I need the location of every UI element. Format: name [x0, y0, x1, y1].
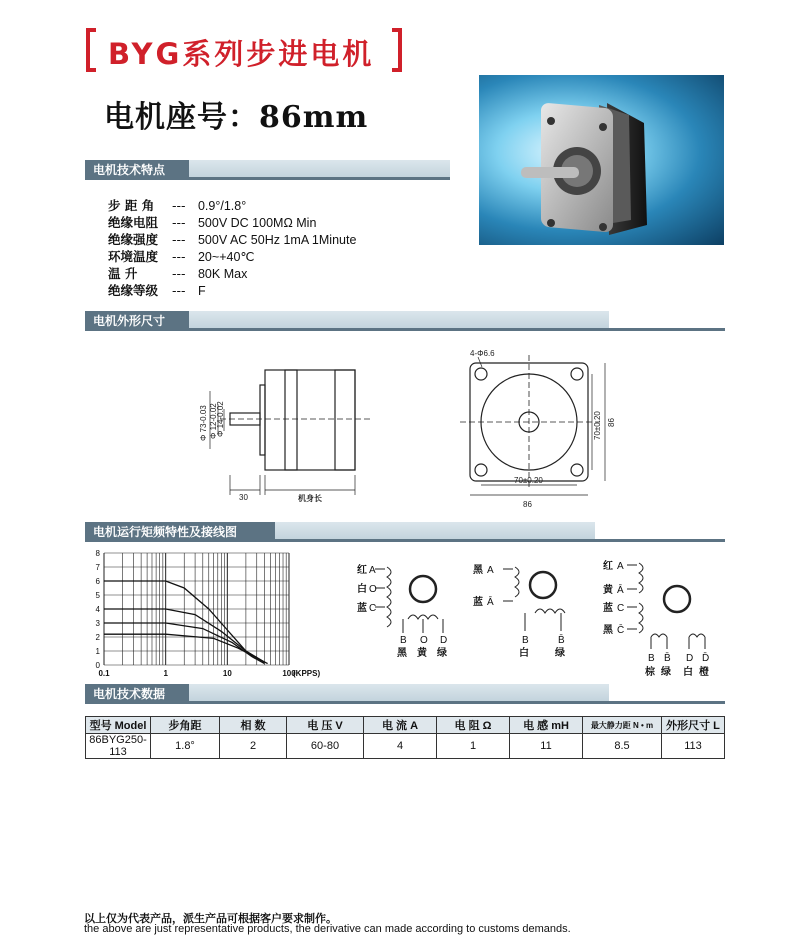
- motor-photo: [479, 75, 724, 245]
- svg-text:绿: 绿: [661, 667, 671, 678]
- svg-text:白: 白: [357, 584, 367, 595]
- feature-row: 温 升 --- 80K Max: [108, 266, 248, 281]
- right-bracket: [392, 28, 402, 72]
- svg-text:Ā: Ā: [487, 597, 494, 608]
- table-header-cell: 电 阻 Ω: [437, 717, 510, 734]
- svg-text:蓝: 蓝: [473, 597, 483, 608]
- svg-text:B: B: [648, 653, 655, 664]
- dim-hole-spacing-h: 70±0.20: [514, 476, 543, 485]
- table-header-cell: 电 流 A: [364, 717, 437, 734]
- table-row: [86, 734, 725, 759]
- svg-text:C̄: C̄: [617, 625, 625, 636]
- svg-text:B̄: B̄: [664, 653, 671, 664]
- y-tick-label: 4: [95, 605, 100, 614]
- dim-shaft-length: 30: [239, 493, 248, 502]
- section-bar-features: [85, 160, 450, 180]
- feature-row: 绝缘电阻 --- 500V DC 100MΩ Min: [108, 215, 317, 230]
- y-tick-label: 5: [95, 591, 100, 600]
- table-cell: 4: [364, 734, 437, 759]
- y-tick-label: 0: [95, 661, 100, 670]
- table-cell: 8.5: [583, 734, 662, 759]
- svg-text:黑: 黑: [473, 565, 483, 576]
- svg-text:D: D: [686, 653, 694, 664]
- feature-row: 环境温度 --- 20~+40℃: [108, 249, 255, 264]
- dim-body-length: 机身长: [298, 494, 322, 503]
- dim-shaft-dia: Φ 73-0.03: [199, 405, 208, 441]
- dim-hole-spacing-v: 70±0.20: [593, 411, 602, 440]
- table-cell: 1.8°: [151, 734, 220, 759]
- svg-text:橙: 橙: [699, 667, 709, 678]
- svg-text:D̄: D̄: [702, 653, 710, 664]
- svg-text:黑: 黑: [397, 648, 407, 659]
- dim-d2: Φ 12-0.02: [209, 403, 218, 439]
- x-tick-label: 0.1: [98, 669, 110, 678]
- table-header-row: [86, 717, 725, 734]
- section-title: 电机技术数据: [85, 684, 189, 704]
- dim-height: 86: [607, 418, 616, 427]
- section-title: 电机外形尺寸: [85, 311, 189, 331]
- svg-text:B: B: [522, 635, 529, 646]
- svg-text:棕: 棕: [645, 667, 655, 678]
- table-header-cell: 电 压 V: [287, 717, 364, 734]
- table-header-cell: 电 感 mH: [510, 717, 583, 734]
- feature-row: 步 距 角 --- 0.9°/1.8°: [108, 198, 247, 213]
- y-tick-label: 3: [95, 619, 100, 628]
- x-tick-label: 1: [163, 669, 168, 678]
- wiring-diagrams: [345, 555, 725, 685]
- x-tick-label: 10: [222, 669, 232, 678]
- dim-width: 86: [523, 500, 532, 509]
- table-header-cell: 最大静力距 N • m: [583, 717, 662, 734]
- table-header-cell: 外形尺寸 L: [662, 717, 725, 734]
- feature-row: 绝缘强度 --- 500V AC 50Hz 1mA 1Minute: [108, 232, 357, 247]
- svg-text:A: A: [369, 565, 376, 576]
- table-cell: 2: [220, 734, 287, 759]
- svg-text:红: 红: [357, 565, 367, 576]
- dim-d3: Φ 14-0.02: [216, 401, 225, 437]
- left-bracket: [86, 28, 96, 72]
- svg-text:蓝: 蓝: [357, 603, 367, 614]
- table-cell: 86BYG250-113: [86, 734, 151, 759]
- footer-note-en: the above are just representative products, the derivative can made according to customs demands.: [84, 923, 571, 935]
- svg-text:D: D: [440, 635, 448, 646]
- y-tick-label: 8: [95, 549, 100, 558]
- series-title-frame: [86, 28, 402, 74]
- x-axis-label: (KPPS): [293, 669, 321, 678]
- footer-note-cn: 以上仅为代表产品，派生产品可根据客户要求制作。: [84, 912, 337, 925]
- svg-text:C: C: [369, 603, 377, 614]
- svg-text:白: 白: [683, 667, 693, 678]
- table-cell: 1: [437, 734, 510, 759]
- y-tick-label: 7: [95, 563, 100, 572]
- y-tick-label: 1: [95, 647, 100, 656]
- svg-text:黄: 黄: [603, 585, 613, 596]
- dim-hole-label: 4-Φ6.6: [470, 349, 495, 358]
- x-tick-label: 100: [282, 669, 296, 678]
- torque-frequency-chart: [84, 545, 334, 680]
- series-title: BYG系列步进电机: [108, 37, 375, 71]
- svg-text:B̄: B̄: [558, 635, 565, 646]
- feature-row: 绝缘等级 --- F: [108, 283, 206, 298]
- y-tick-label: 6: [95, 577, 100, 586]
- svg-text:黄: 黄: [417, 648, 427, 659]
- table-header-cell: 型号 Model: [86, 717, 151, 734]
- section-title: 电机技术特点: [85, 160, 189, 180]
- table-cell: 60-80: [287, 734, 364, 759]
- svg-text:绿: 绿: [437, 648, 447, 659]
- svg-text:蓝: 蓝: [603, 603, 613, 614]
- svg-text:A: A: [487, 565, 494, 576]
- dimension-drawing: [180, 345, 625, 515]
- svg-text:C: C: [617, 603, 625, 614]
- table-header-cell: 步角距: [151, 717, 220, 734]
- table-cell: 113: [662, 734, 725, 759]
- spec-table: [85, 716, 725, 759]
- svg-text:O: O: [369, 584, 377, 595]
- y-tick-label: 2: [95, 633, 100, 642]
- frame-size-heading: 电机座号：86mm: [104, 100, 369, 135]
- svg-text:O: O: [420, 635, 428, 646]
- table-header-cell: 相 数: [220, 717, 287, 734]
- section-bar-tech-data: [85, 684, 725, 704]
- section-bar-dimensions: [85, 311, 725, 331]
- svg-text:黑: 黑: [603, 625, 613, 636]
- svg-text:Ā: Ā: [617, 585, 624, 596]
- svg-text:绿: 绿: [555, 648, 565, 659]
- table-cell: 11: [510, 734, 583, 759]
- section-bar-torque-wiring: [85, 522, 725, 542]
- section-title: 电机运行矩频特性及接线图: [85, 522, 275, 542]
- svg-text:A: A: [617, 561, 624, 572]
- svg-text:白: 白: [519, 648, 529, 659]
- svg-text:红: 红: [603, 561, 613, 572]
- svg-text:B: B: [400, 635, 407, 646]
